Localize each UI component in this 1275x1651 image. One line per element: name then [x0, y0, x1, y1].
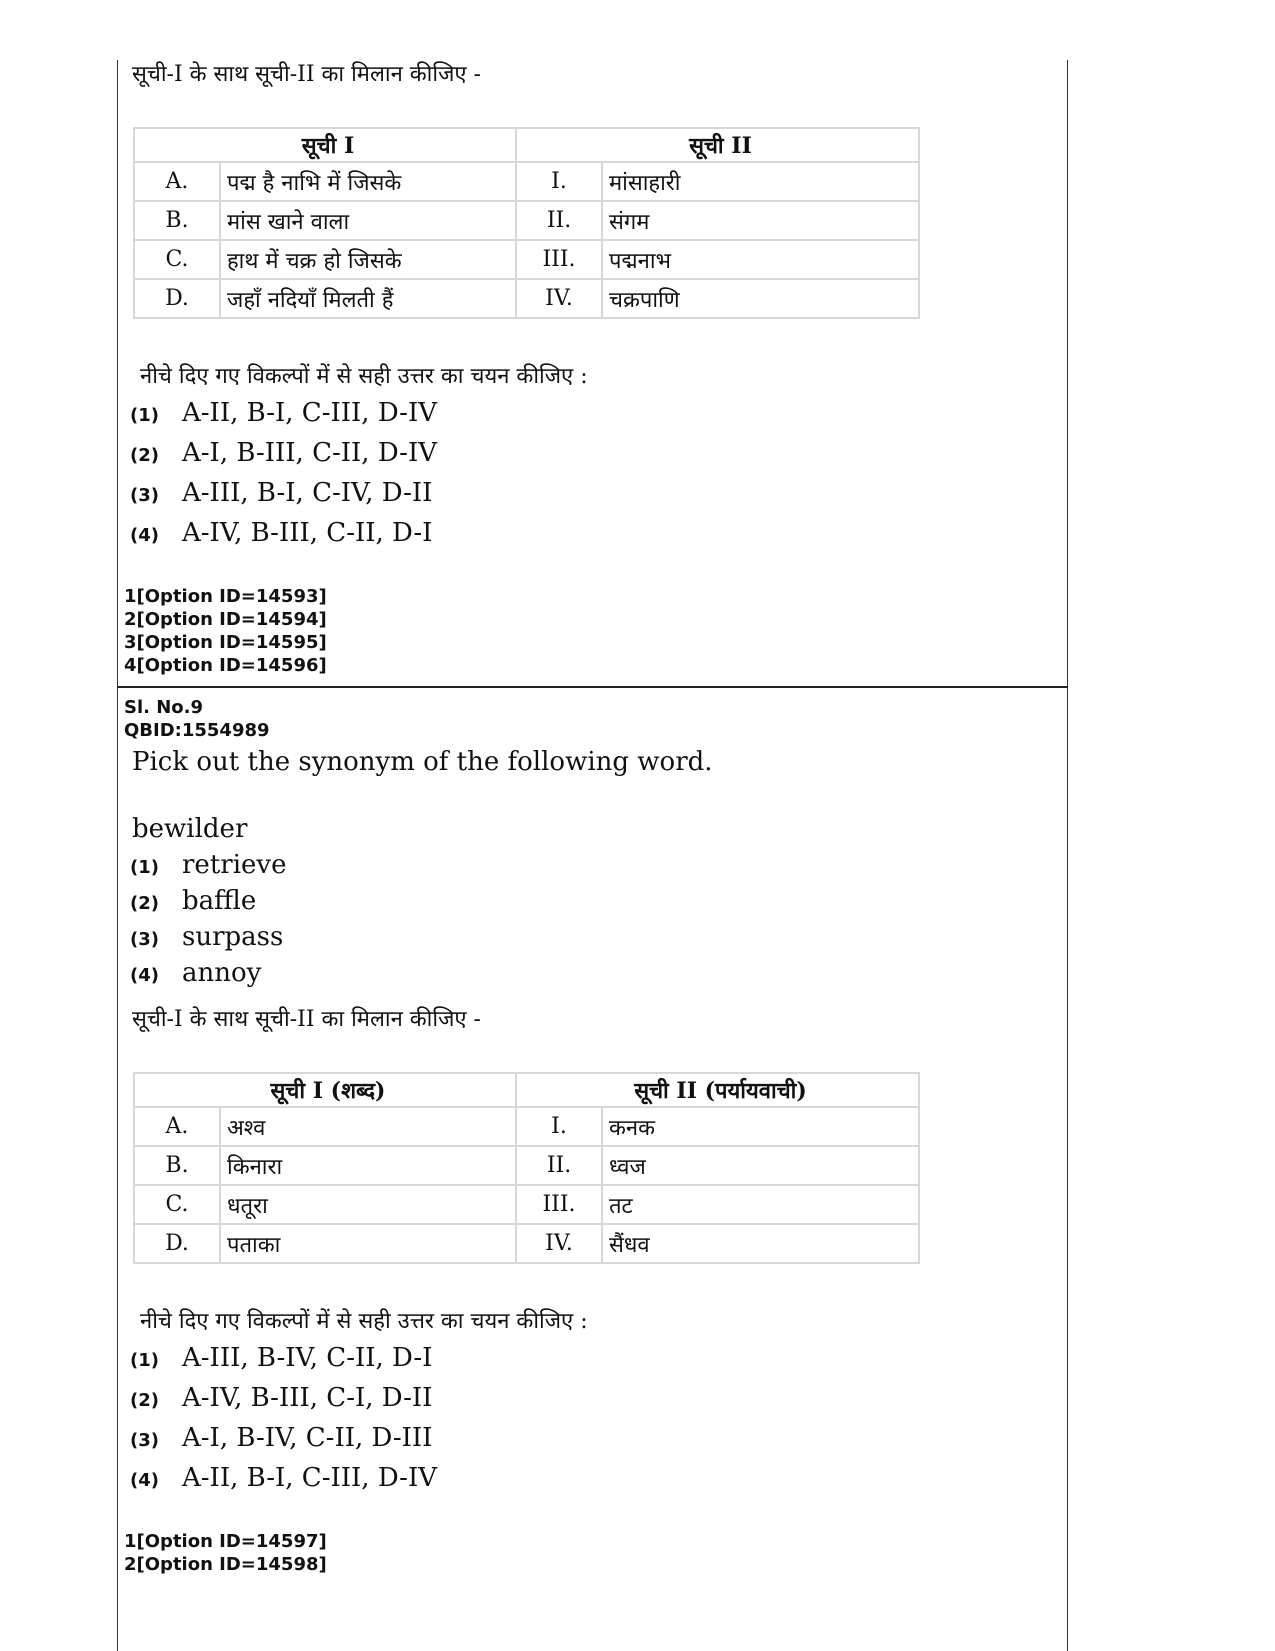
row-numeral: II.	[516, 1146, 602, 1185]
table-col2-header: सूची II	[516, 128, 919, 162]
row-item-2: ध्वज	[602, 1146, 919, 1185]
row-numeral: III.	[516, 240, 602, 279]
option-text: A-II, B-I, C-III, D-IV	[182, 398, 437, 428]
row-numeral: I.	[516, 1107, 602, 1146]
table-row	[134, 279, 919, 318]
option-number: (1)	[130, 1350, 159, 1371]
question-separator	[117, 686, 1068, 688]
q9-heading: सूची-I के साथ सूची-II का मिलान कीजिए -	[132, 1007, 481, 1032]
option-id: 3[Option ID=14595]	[124, 632, 327, 653]
row-item-2: कनक	[602, 1107, 919, 1146]
option-text: A-III, B-IV, C-II, D-I	[182, 1343, 433, 1373]
table-header-row	[134, 128, 919, 162]
serial-number: Sl. No.9	[124, 697, 204, 718]
option-number: (4)	[130, 1470, 159, 1491]
option-text: A-IV, B-III, C-II, D-I	[182, 518, 433, 548]
option-number: (2)	[130, 445, 159, 466]
row-item-1: किनारा	[220, 1146, 516, 1185]
option[interactable]	[130, 1343, 432, 1373]
row-item-2: संगम	[602, 201, 919, 240]
option-number: (2)	[130, 893, 159, 914]
table-col1-header: सूची I	[134, 128, 516, 162]
option[interactable]	[130, 1463, 437, 1493]
table-row	[134, 240, 919, 279]
row-numeral: III.	[516, 1185, 602, 1224]
option-number: (2)	[130, 1390, 159, 1411]
option-id: 2[Option ID=14598]	[124, 1554, 327, 1575]
row-item-2: मांसाहारी	[602, 162, 919, 201]
row-numeral: IV.	[516, 279, 602, 318]
option[interactable]	[130, 438, 437, 468]
q8-option-ids	[124, 585, 327, 677]
row-item-2: चक्रपाणि	[602, 279, 919, 318]
row-numeral: I.	[516, 162, 602, 201]
option[interactable]	[130, 850, 286, 880]
row-letter: A.	[134, 1107, 220, 1146]
q8-match-table	[133, 127, 920, 319]
table-row	[134, 201, 919, 240]
option-id: 4[Option ID=14596]	[124, 655, 327, 676]
row-numeral: II.	[516, 201, 602, 240]
q9-option-ids	[124, 1530, 327, 1576]
option-text: A-I, B-IV, C-II, D-III	[182, 1423, 433, 1453]
q9-instruction: नीचे दिए गए विकल्पों में से सही उत्तर का चयन कीजिए :	[140, 1309, 588, 1334]
row-letter: B.	[134, 1146, 220, 1185]
table-header-row	[134, 1073, 919, 1107]
option[interactable]	[130, 1423, 432, 1453]
row-letter: B.	[134, 201, 220, 240]
q8-heading: सूची-I के साथ सूची-II का मिलान कीजिए -	[132, 62, 481, 87]
table-row	[134, 1107, 919, 1146]
row-item-1: पद्म है नाभि में जिसके	[220, 162, 516, 201]
option-text: A-I, B-III, C-II, D-IV	[182, 438, 437, 468]
table-row	[134, 1185, 919, 1224]
option-number: (3)	[130, 1430, 159, 1451]
option-text: retrieve	[182, 850, 287, 880]
option-text: baffle	[182, 886, 257, 916]
option-number: (3)	[130, 485, 159, 506]
option[interactable]	[130, 518, 432, 548]
option-number: (4)	[130, 965, 159, 986]
option-id: 1[Option ID=14593]	[124, 586, 327, 607]
row-numeral: IV.	[516, 1224, 602, 1263]
table-row	[134, 1146, 919, 1185]
row-item-2: पद्मनाभ	[602, 240, 919, 279]
row-item-1: जहाँ नदियाँ मिलती हैं	[220, 279, 516, 318]
row-letter: D.	[134, 279, 220, 318]
row-item-2: सैंधव	[602, 1224, 919, 1263]
q8-instruction: नीचे दिए गए विकल्पों में से सही उत्तर का चयन कीजिए :	[140, 364, 588, 389]
option-id: 2[Option ID=14594]	[124, 609, 327, 630]
table-row	[134, 1224, 919, 1263]
option-id: 1[Option ID=14597]	[124, 1531, 327, 1552]
row-item-2: तट	[602, 1185, 919, 1224]
option-text: annoy	[182, 958, 262, 988]
option-number: (1)	[130, 857, 159, 878]
row-letter: A.	[134, 162, 220, 201]
q9-question: Pick out the synonym of the following word.	[132, 747, 713, 777]
option[interactable]	[130, 886, 256, 916]
option-text: A-IV, B-III, C-I, D-II	[182, 1383, 433, 1413]
option-number: (3)	[130, 929, 159, 950]
table-col2-header: सूची II (पर्यायवाची)	[516, 1073, 919, 1107]
q9-meta	[124, 696, 270, 742]
row-item-1: धतूरा	[220, 1185, 516, 1224]
row-item-1: मांस खाने वाला	[220, 201, 516, 240]
row-letter: C.	[134, 240, 220, 279]
option-text: surpass	[182, 922, 284, 952]
option-text: A-III, B-I, C-IV, D-II	[182, 478, 433, 508]
qbid: QBID:1554989	[124, 720, 270, 741]
q9-match-table	[133, 1072, 920, 1264]
row-item-1: हाथ में चक्र हो जिसके	[220, 240, 516, 279]
table-row	[134, 162, 919, 201]
right-border	[1067, 60, 1068, 1651]
left-border	[117, 60, 118, 1651]
row-letter: C.	[134, 1185, 220, 1224]
row-letter: D.	[134, 1224, 220, 1263]
option[interactable]	[130, 478, 432, 508]
table-col1-header: सूची I (शब्द)	[134, 1073, 516, 1107]
row-item-1: अश्व	[220, 1107, 516, 1146]
option[interactable]	[130, 1383, 432, 1413]
option-number: (4)	[130, 525, 159, 546]
option[interactable]	[130, 958, 261, 988]
row-item-1: पताका	[220, 1224, 516, 1263]
option-text: A-II, B-I, C-III, D-IV	[182, 1463, 437, 1493]
option[interactable]	[130, 922, 283, 952]
q9-word: bewilder	[132, 814, 248, 844]
option-number: (1)	[130, 405, 159, 426]
option[interactable]	[130, 398, 437, 428]
